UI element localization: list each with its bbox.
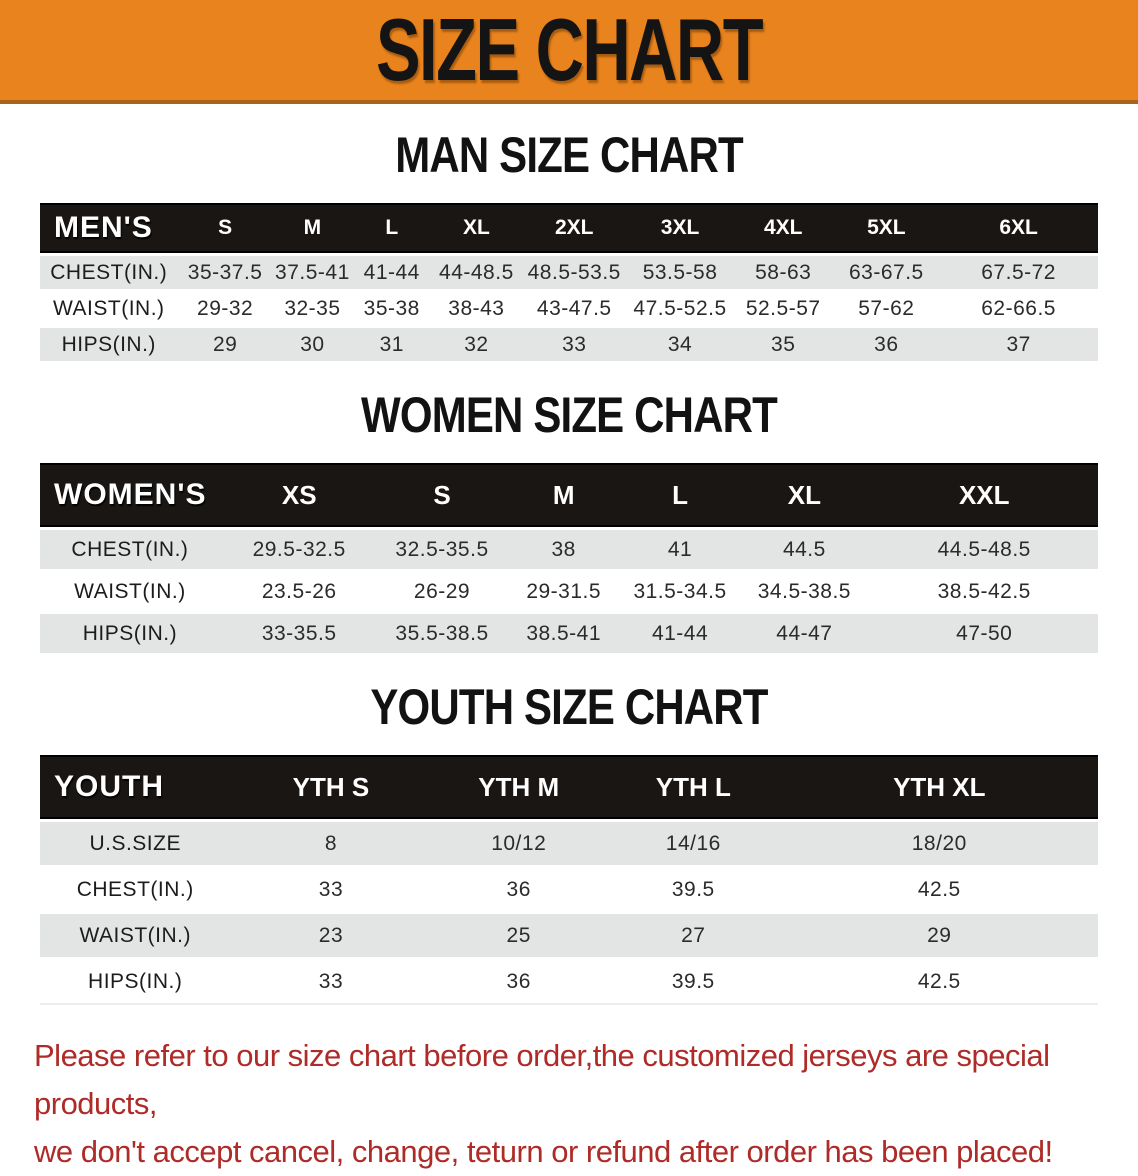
column-header: 5XL xyxy=(833,203,939,253)
column-header: L xyxy=(352,203,431,253)
table-cell: 36 xyxy=(506,877,531,901)
table-row xyxy=(40,530,1098,569)
table-cell: 44-47 xyxy=(776,621,833,645)
youth-size-table xyxy=(40,752,1098,1008)
table-corner-label: MEN'S xyxy=(40,203,178,253)
footer-note-line1: Please refer to our size chart before order,the customized jerseys are special products, xyxy=(34,1038,1050,1121)
table-cell: 36 xyxy=(874,332,899,356)
table-cell: 38 xyxy=(551,537,576,561)
column-header: S xyxy=(178,203,273,253)
table-cell: 39.5 xyxy=(606,960,781,1005)
footer-note xyxy=(0,1032,1138,1176)
table-cell: 62-66.5 xyxy=(981,296,1056,320)
women-size-section xyxy=(0,387,1138,656)
youth-section-title: YOUTH SIZE CHART xyxy=(370,679,768,735)
column-header: 4XL xyxy=(733,203,834,253)
table-cell: 8 xyxy=(324,831,338,855)
table-cell: 38.5-42.5 xyxy=(937,579,1031,603)
column-header: YTH L xyxy=(606,755,781,819)
table-cell: 25 xyxy=(506,923,531,947)
column-header: M xyxy=(506,463,622,527)
table-cell: 41-44 xyxy=(363,260,420,284)
table-cell: 35 xyxy=(771,332,796,356)
table-cell: 32-35 xyxy=(284,296,341,320)
row-label: WAIST(IN.) xyxy=(52,296,165,320)
table-cell: 37.5-41 xyxy=(275,260,350,284)
charts-container xyxy=(0,127,1138,1008)
men-size-table xyxy=(40,200,1098,364)
column-header: XS xyxy=(220,463,379,527)
column-header: XL xyxy=(431,203,521,253)
table-cell: 35.5-38.5 xyxy=(395,621,489,645)
table-cell: 44-48.5 xyxy=(439,260,514,284)
table-row xyxy=(40,822,1098,865)
table-row xyxy=(40,292,1098,325)
women-size-table xyxy=(40,460,1098,656)
column-header: M xyxy=(273,203,352,253)
table-row xyxy=(40,614,1098,653)
column-header: 3XL xyxy=(627,203,733,253)
table-cell: 34.5-38.5 xyxy=(757,579,851,603)
table-header-row xyxy=(40,463,1098,527)
banner xyxy=(0,0,1138,104)
row-label: HIPS(IN.) xyxy=(61,332,156,356)
table-cell: 34 xyxy=(667,332,693,356)
table-cell: 67.5-72 xyxy=(981,260,1056,284)
table-cell: 18/20 xyxy=(911,831,967,855)
table-header-row xyxy=(40,203,1098,253)
column-header: 2XL xyxy=(521,203,627,253)
table-cell: 29-32 xyxy=(197,296,254,320)
table-cell: 39.5 xyxy=(671,877,715,901)
table-cell: 33 xyxy=(562,332,587,356)
table-cell: 53.5-58 xyxy=(642,260,718,284)
row-label: CHEST(IN.) xyxy=(71,537,189,561)
table-cell: 29.5-32.5 xyxy=(252,537,346,561)
column-header: YTH M xyxy=(431,755,606,819)
table-row xyxy=(40,960,1098,1005)
men-size-section xyxy=(0,127,1138,364)
table-cell: 38.5-41 xyxy=(526,621,602,645)
row-label: HIPS(IN.) xyxy=(40,960,230,1005)
women-section-title: WOMEN SIZE CHART xyxy=(361,387,777,443)
column-header: YTH XL xyxy=(781,755,1098,819)
table-row xyxy=(40,256,1098,289)
table-cell: 47.5-52.5 xyxy=(633,296,727,320)
table-row xyxy=(40,914,1098,957)
table-cell: 23.5-26 xyxy=(261,579,337,603)
men-section-title: MAN SIZE CHART xyxy=(395,127,743,183)
table-cell: 29 xyxy=(212,332,238,356)
row-label: CHEST(IN.) xyxy=(76,877,194,901)
table-cell: 31.5-34.5 xyxy=(633,579,727,603)
table-cell: 52.5-57 xyxy=(745,296,821,320)
column-header: S xyxy=(379,463,506,527)
column-header: XL xyxy=(738,463,870,527)
table-cell: 47-50 xyxy=(956,621,1013,645)
table-cell: 43-47.5 xyxy=(536,296,612,320)
table-cell: 41-44 xyxy=(651,621,709,645)
table-cell: 14/16 xyxy=(665,831,721,855)
table-cell: 30 xyxy=(300,332,325,356)
table-cell: 42.5 xyxy=(917,877,961,901)
table-cell: 38-43 xyxy=(448,296,505,320)
row-label: HIPS(IN.) xyxy=(82,621,178,645)
table-cell: 32.5-35.5 xyxy=(395,537,489,561)
table-cell: 33 xyxy=(318,877,344,901)
column-header: L xyxy=(622,463,738,527)
row-label: U.S.SIZE xyxy=(89,831,181,855)
table-cell: 33 xyxy=(230,960,431,1005)
table-cell: 42.5 xyxy=(781,960,1098,1005)
table-cell: 26-29 xyxy=(413,579,471,603)
table-corner-label: WOMEN'S xyxy=(40,463,220,527)
column-header: XXL xyxy=(871,463,1099,527)
table-cell: 27 xyxy=(681,923,706,947)
table-cell: 29 xyxy=(927,923,952,947)
table-cell: 36 xyxy=(431,960,606,1005)
table-cell: 23 xyxy=(318,923,344,947)
row-label: WAIST(IN.) xyxy=(74,579,186,603)
table-cell: 41 xyxy=(667,537,693,561)
table-cell: 29-31.5 xyxy=(526,579,602,603)
table-cell: 31 xyxy=(379,332,404,356)
table-cell: 37 xyxy=(1006,332,1031,356)
footer-note-line2: we don't accept cancel, change, teturn or refund after order has been placed! xyxy=(34,1134,1053,1169)
column-header: YTH S xyxy=(230,755,431,819)
table-row xyxy=(40,572,1098,611)
table-cell: 35-38 xyxy=(363,296,420,320)
table-cell: 32 xyxy=(464,332,489,356)
column-header: 6XL xyxy=(939,203,1098,253)
table-header-row xyxy=(40,755,1098,819)
table-cell: 35-37.5 xyxy=(187,260,263,284)
table-row xyxy=(40,328,1098,361)
table-cell: 57-62 xyxy=(858,296,915,320)
table-cell: 44.5-48.5 xyxy=(937,537,1031,561)
table-cell: 44.5 xyxy=(782,537,826,561)
banner-title: SIZE CHART xyxy=(375,0,763,99)
table-cell: 58-63 xyxy=(755,260,812,284)
table-cell: 48.5-53.5 xyxy=(527,260,621,284)
table-row xyxy=(40,868,1098,911)
table-cell: 10/12 xyxy=(491,831,547,855)
youth-size-section xyxy=(0,679,1138,1008)
row-label: WAIST(IN.) xyxy=(79,923,191,947)
table-cell: 63-67.5 xyxy=(848,260,924,284)
table-corner-label: YOUTH xyxy=(40,755,230,819)
row-label: CHEST(IN.) xyxy=(50,260,168,284)
table-cell: 33-35.5 xyxy=(261,621,337,645)
